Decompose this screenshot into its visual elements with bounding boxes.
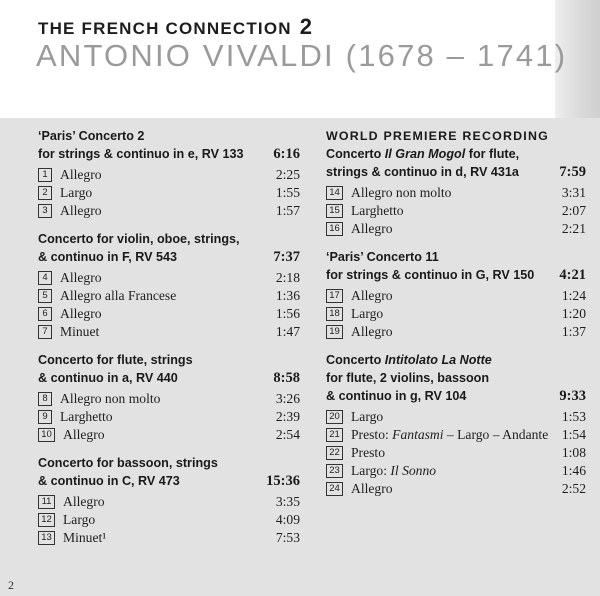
work-total-time: 7:59: [559, 164, 586, 180]
track-name: Larghetto: [351, 203, 404, 218]
page-number: 2: [8, 578, 14, 592]
work-title-line: [326, 145, 586, 163]
track-duration: 2:54: [275, 427, 300, 442]
track-row: [326, 462, 586, 480]
track-row: [326, 323, 586, 341]
work-title-line: & continuo in a, RV 440: [38, 371, 178, 385]
series-title: [38, 14, 313, 40]
work-total-time: 15:36: [266, 473, 300, 489]
premiere-label: WORLD PREMIERE RECORDING: [326, 129, 549, 143]
track-row: [38, 305, 300, 323]
track-row: [326, 184, 586, 202]
track-duration: 2:25: [275, 167, 300, 182]
track-number: 22: [326, 446, 343, 460]
work-title: [38, 351, 300, 387]
track-name: Allegro: [351, 481, 393, 496]
work-title-line: & continuo in C, RV 473: [38, 474, 180, 488]
track-number: 5: [38, 289, 52, 303]
work-title-line: strings & continuo in d, RV 431a: [326, 165, 519, 179]
track-number: 13: [38, 531, 55, 545]
work-rv473: [38, 454, 300, 547]
track-number: 6: [38, 307, 52, 321]
work-title-line: Concerto for flute, strings: [38, 353, 193, 367]
track-name: Allegro: [351, 288, 393, 303]
track-duration: 1:53: [561, 409, 586, 424]
track-number: 21: [326, 428, 343, 442]
work-rv104: [326, 351, 586, 498]
work-title-line: [326, 351, 586, 369]
track-name: Larghetto: [60, 409, 113, 424]
track-number: 12: [38, 513, 55, 527]
work-title-line: Concerto for bassoon, strings: [38, 456, 218, 470]
track-number: 3: [38, 204, 52, 218]
work-title-italic: Intitolato La Notte: [384, 353, 492, 367]
track-name: Allegro: [63, 427, 105, 442]
work-total-time: 8:58: [273, 370, 300, 386]
track-name: Minuet: [60, 324, 100, 339]
track-row: [38, 184, 300, 202]
track-duration: 1:57: [275, 203, 300, 218]
track-number: 24: [326, 482, 343, 496]
work-total-time: 9:33: [559, 388, 586, 404]
work-title-line: for strings & continuo in G, RV 150: [326, 268, 535, 282]
track-row: [38, 493, 300, 511]
work-title: [326, 248, 586, 284]
track-name-italic: Fantasmi: [392, 427, 444, 442]
track-name: Allegro: [60, 167, 102, 182]
track-row: [326, 444, 586, 462]
track-duration: 3:31: [561, 185, 586, 200]
track-row: [326, 480, 586, 498]
track-duration: 1:55: [275, 185, 300, 200]
work-title-italic: Il Gran Mogol: [384, 147, 466, 161]
track-duration: 3:35: [275, 494, 300, 509]
track-name: Allegro: [60, 306, 102, 321]
track-row: [38, 408, 300, 426]
work-total-time: 6:16: [273, 146, 300, 162]
track-number: 20: [326, 410, 343, 424]
track-duration: 1:54: [561, 427, 586, 442]
track-name: Largo: [351, 409, 384, 424]
track-list: [38, 166, 300, 220]
track-name-after: – Largo – Andante: [443, 427, 549, 442]
track-row: [38, 529, 300, 547]
track-number: 19: [326, 325, 343, 339]
track-row: [38, 426, 300, 444]
track-duration: 2:21: [561, 221, 586, 236]
work-title-line: & continuo in g, RV 104: [326, 389, 467, 403]
track-list: [326, 408, 586, 498]
track-number: 7: [38, 325, 52, 339]
track-number: 15: [326, 204, 343, 218]
track-row: [38, 287, 300, 305]
track-row: [38, 166, 300, 184]
track-number: 10: [38, 428, 55, 442]
track-row: [326, 287, 586, 305]
track-number: 17: [326, 289, 343, 303]
track-name: Presto: [351, 445, 385, 460]
track-name: Largo: [351, 306, 384, 321]
track-row: [38, 269, 300, 287]
work-title-line: & continuo in F, RV 543: [38, 250, 178, 264]
track-row: [326, 202, 586, 220]
work-title-prefix: Concerto: [326, 147, 385, 161]
series-name: THE FRENCH CONNECTION: [38, 19, 292, 38]
track-duration: 1:20: [561, 306, 586, 321]
track-row: [326, 220, 586, 238]
track-name: Largo: [63, 512, 96, 527]
right-column: [326, 127, 586, 508]
work-title-line: ‘Paris’ Concerto 11: [326, 250, 439, 264]
track-number: 4: [38, 271, 52, 285]
track-name: Allegro: [351, 324, 393, 339]
track-number: 8: [38, 392, 52, 406]
work-rv543: [38, 230, 300, 341]
track-duration: 4:09: [275, 512, 300, 527]
left-column: [38, 127, 300, 557]
track-duration: 1:47: [275, 324, 300, 339]
work-title: [326, 145, 586, 181]
work-title-line: Concerto for violin, oboe, strings,: [38, 232, 240, 246]
work-rv431a: [326, 145, 586, 238]
work-title-prefix: Concerto: [326, 353, 385, 367]
track-duration: 2:52: [561, 481, 586, 496]
track-list: [38, 269, 300, 341]
work-total-time: 7:37: [273, 249, 300, 265]
track-duration: 1:37: [561, 324, 586, 339]
track-list: [326, 287, 586, 341]
track-list: [326, 184, 586, 238]
composer-title: ANTONIO VIVALDI (1678 – 1741): [36, 38, 568, 73]
track-name: Largo: [60, 185, 93, 200]
track-number: 14: [326, 186, 343, 200]
track-name: Allegro: [63, 494, 105, 509]
track-name: Allegro non molto: [60, 391, 161, 406]
work-title-suffix: for flute,: [465, 147, 520, 161]
track-name: Allegro alla Francese: [60, 288, 177, 303]
work-title-line: for strings & continuo in e, RV 133: [38, 147, 244, 161]
work-title: [38, 454, 300, 490]
track-name: Allegro: [60, 203, 102, 218]
work-title-line: ‘Paris’ Concerto 2: [38, 129, 145, 143]
track-row: [38, 390, 300, 408]
track-name-italic: Il Sonno: [390, 463, 437, 478]
track-number: 23: [326, 464, 343, 478]
track-row: [38, 323, 300, 341]
track-row: [326, 408, 586, 426]
track-duration: 7:53: [275, 530, 300, 545]
track-list: [38, 390, 300, 444]
track-duration: 2:39: [275, 409, 300, 424]
track-duration: 2:18: [275, 270, 300, 285]
track-number: 1: [38, 168, 52, 182]
work-total-time: 4:21: [559, 267, 586, 283]
work-rv150: [326, 248, 586, 341]
track-duration: 2:07: [561, 203, 586, 218]
work-rv440: [38, 351, 300, 444]
track-duration: 1:56: [275, 306, 300, 321]
track-duration: 1:46: [561, 463, 586, 478]
track-row: [38, 202, 300, 220]
track-number: 16: [326, 222, 343, 236]
track-name: Allegro non molto: [351, 185, 452, 200]
track-number: 9: [38, 410, 52, 424]
track-duration: 1:08: [561, 445, 586, 460]
track-name: Allegro: [351, 221, 393, 236]
track-duration: 1:24: [561, 288, 586, 303]
track-row: [326, 426, 586, 444]
work-title: [38, 127, 300, 163]
track-row: [326, 305, 586, 323]
track-number: 18: [326, 307, 343, 321]
work-title-line: for flute, 2 violins, bassoon: [326, 371, 490, 385]
series-number: 2: [299, 14, 314, 39]
work-title: [326, 351, 586, 405]
track-number: 2: [38, 186, 52, 200]
track-duration: 1:36: [275, 288, 300, 303]
track-list: [38, 493, 300, 547]
track-number: 11: [38, 495, 55, 509]
track-name: Allegro: [60, 270, 102, 285]
work-title: [38, 230, 300, 266]
track-name: Minuet¹: [63, 530, 107, 545]
work-rv133: [38, 127, 300, 220]
track-name: Presto:: [351, 427, 393, 442]
track-duration: 3:26: [275, 391, 300, 406]
track-row: [38, 511, 300, 529]
track-name: Largo:: [351, 463, 391, 478]
